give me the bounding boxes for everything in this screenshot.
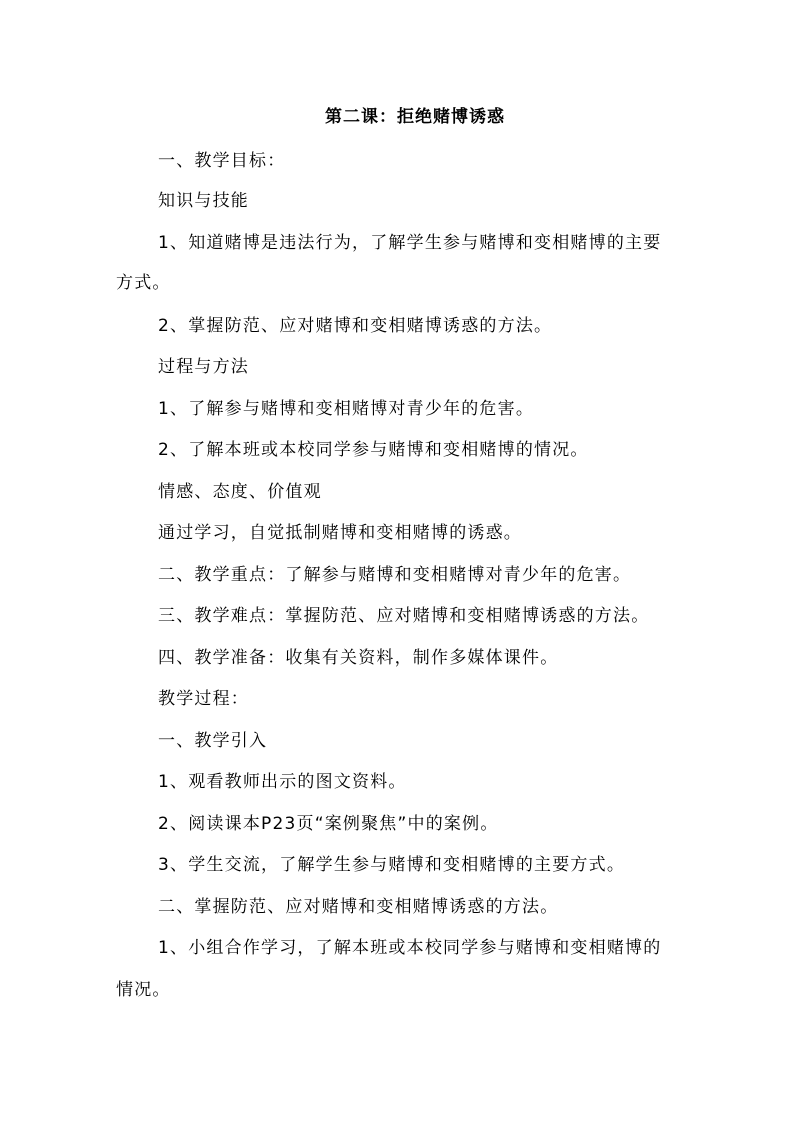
paragraph-line: 通过学习，自觉抵制赌博和变相赌博的诱惑。 [158,523,522,543]
subheading-introduction: 一、教学引入 [158,731,268,751]
paragraph-line: 2、了解本班或本校同学参与赌博和变相赌博的情况。 [158,440,589,460]
paragraph-line: 1、了解参与赌博和变相赌博对青少年的危害。 [158,399,535,419]
paragraph-line: 2、掌握防范、应对赌博和变相赌博诱惑的方法。 [158,316,553,336]
section-heading-key-points: 二、教学重点：了解参与赌博和变相赌博对青少年的危害。 [158,565,632,585]
section-heading-process: 教学过程： [158,689,249,709]
paragraph-line: 1、观看教师出示的图文资料。 [158,772,407,792]
paragraph-line: 方式。 [116,273,171,293]
paragraph-line: 2、阅读课本P23页“案例聚焦”中的案例。 [158,814,499,834]
paragraph-line: 情况。 [116,980,171,1000]
paragraph-line: 1、知道赌博是违法行为，了解学生参与赌博和变相赌博的主要 [158,233,662,253]
section-heading-difficulties: 三、教学难点：掌握防范、应对赌博和变相赌博诱惑的方法。 [158,606,650,626]
paragraph-line: 3、学生交流，了解学生参与赌博和变相赌博的主要方式。 [158,855,626,875]
subheading-knowledge-skills: 知识与技能 [158,191,249,211]
section-heading-objectives: 一、教学目标： [158,151,286,171]
document-title: 第二课：拒绝赌博诱惑 [325,107,505,127]
subheading-mastery: 二、掌握防范、应对赌博和变相赌博诱惑的方法。 [158,897,559,917]
subheading-emotion-attitude: 情感、态度、价值观 [158,482,322,502]
section-heading-preparation: 四、教学准备：收集有关资料，制作多媒体课件。 [158,648,559,668]
paragraph-line: 1、小组合作学习，了解本班或本校同学参与赌博和变相赌博的 [158,938,662,958]
subheading-process-method: 过程与方法 [158,357,249,377]
